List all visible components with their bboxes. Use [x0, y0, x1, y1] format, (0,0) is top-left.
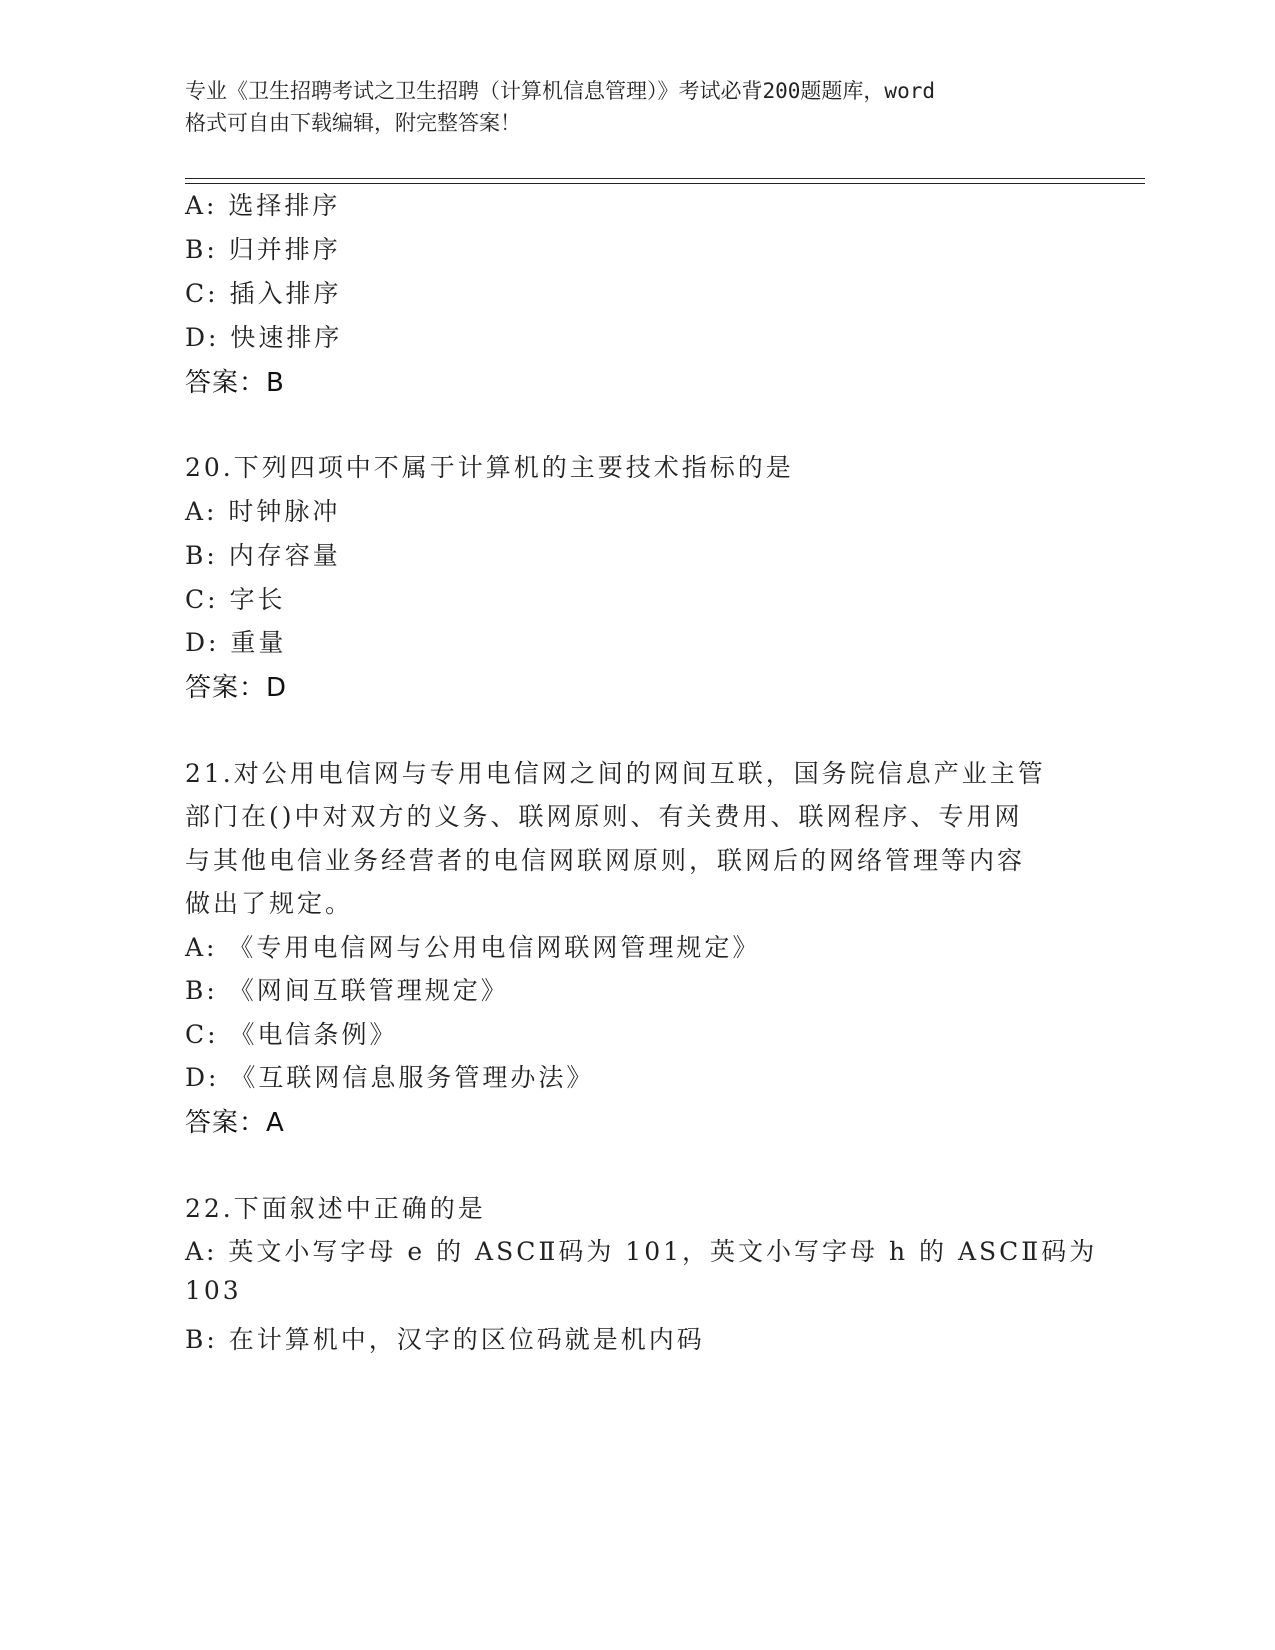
header-divider-bottom: [185, 183, 1145, 184]
q19-option-a: A: 选择排序: [185, 191, 341, 220]
q21-answer: 答案：A: [185, 1108, 285, 1138]
q21-option-c: C: 《电信条例》: [185, 1020, 398, 1049]
q20-answer: 答案：D: [185, 673, 288, 703]
q19-option-d: D: 快速排序: [185, 323, 343, 352]
q22-option-b: B: 在计算机中，汉字的区位码就是机内码: [185, 1325, 705, 1354]
q19-option-b: B: 归并排序: [185, 235, 341, 264]
q22-option-a-line-1: A: 英文小写字母 e 的 ASCⅡ码为 101，英文小写字母 h 的 ASCⅡ码为: [185, 1237, 1098, 1266]
q21-question-line-2: 部门在()中对双方的义务、联网原则、有关费用、联网程序、专用网: [185, 802, 1023, 831]
q21-question-line-3: 与其他电信业务经营者的电信网联网原则，联网后的网络管理等内容: [185, 846, 1026, 875]
header-title-line-2: 格式可自由下载编辑，附完整答案！: [185, 111, 521, 135]
document-header: [185, 75, 1085, 139]
q22-question: 22.下面叙述中正确的是: [185, 1194, 486, 1223]
q21-option-a: A: 《专用电信网与公用电信网联网管理规定》: [185, 933, 761, 962]
q20-option-d: D: 重量: [185, 628, 287, 657]
q20-option-c: C: 字长: [185, 585, 286, 614]
header-divider-top: [185, 178, 1145, 179]
q21-question-line-4: 做出了规定。: [185, 889, 354, 918]
q21-option-b: B: 《网间互联管理规定》: [185, 976, 509, 1005]
q19-option-c: C: 插入排序: [185, 279, 342, 308]
q20-question: 20.下列四项中不属于计算机的主要技术指标的是: [185, 453, 794, 482]
q21-question-line-1: 21.对公用电信网与专用电信网之间的网间互联，国务院信息产业主管: [185, 759, 1046, 788]
q20-option-a: A: 时钟脉冲: [185, 497, 341, 526]
q21-option-d: D: 《互联网信息服务管理办法》: [185, 1063, 595, 1092]
q22-option-a-line-2: 103: [185, 1276, 242, 1305]
header-title-line-1: 专业《卫生招聘考试之卫生招聘（计算机信息管理）》考试必背200题题库，word: [185, 79, 935, 103]
q20-option-b: B: 内存容量: [185, 541, 341, 570]
q19-answer: 答案：B: [185, 368, 285, 398]
